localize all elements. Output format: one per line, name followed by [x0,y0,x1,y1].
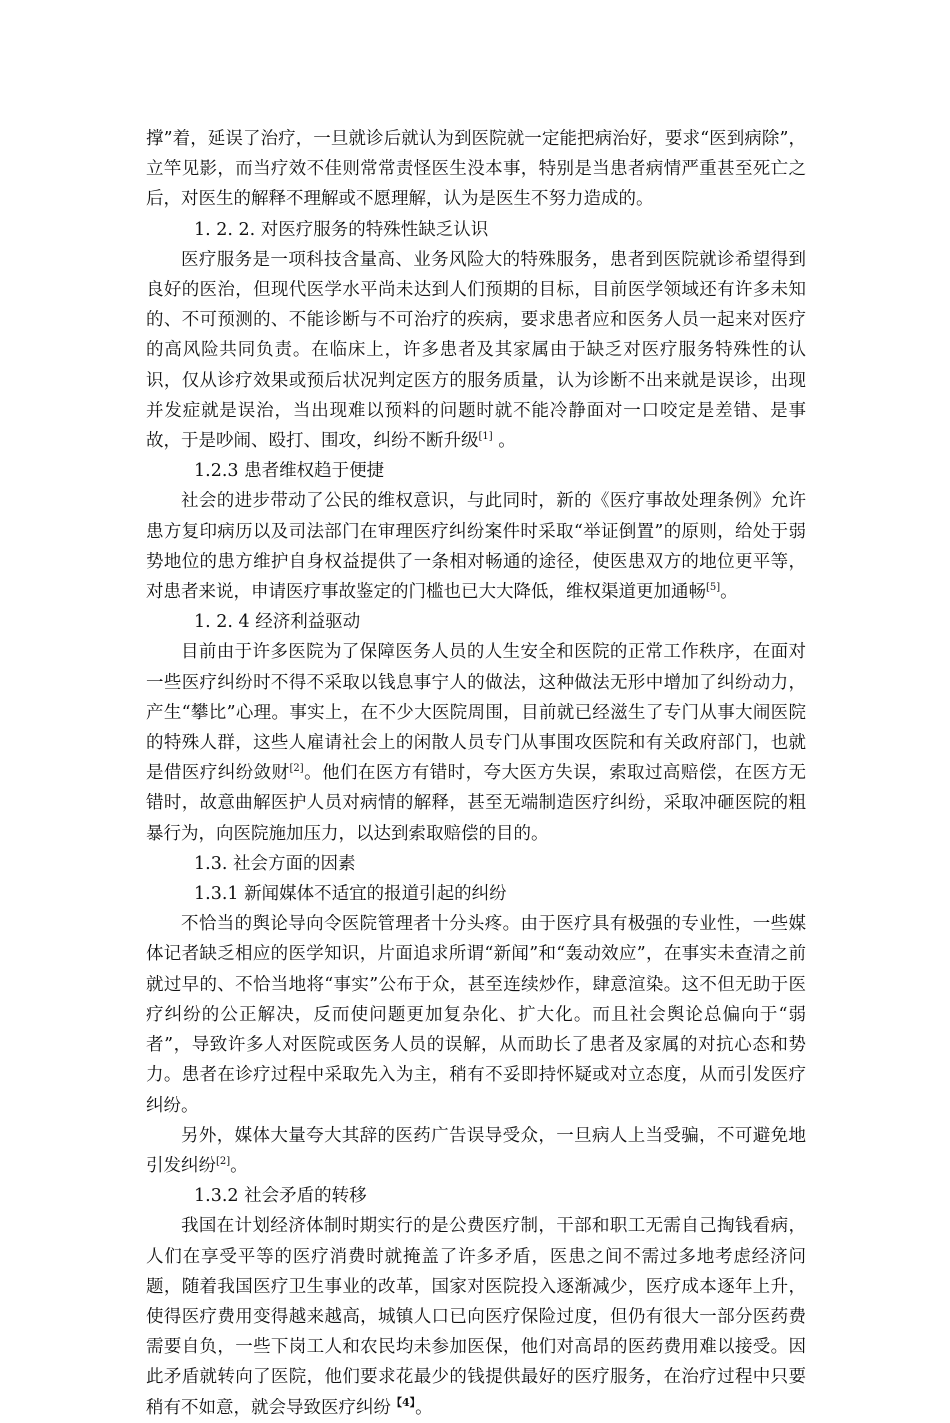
paragraph-tail: 。 [230,1155,248,1176]
citation-ref: [5] [706,582,721,594]
paragraph-tail: 。 [492,431,516,452]
paragraph-text: 社会的进步带动了公民的维权意识，与此同时，新的《医疗事故处理条例》允许患方复印病历以及司法部门在审理医疗纠纷案件时采取“举证倒置”的原则，给处于弱势地位的患方维护自身权益提供了一条相对畅通的途径，使医患双方的地位更平等，对患者来说，申请医疗事故鉴定的门槛也已大大降低，维权渠道更加通畅 [146,491,806,603]
paragraph-tail: 。 [415,1397,433,1418]
paragraph-advertising [146,1121,806,1181]
paragraph-social-conflict [146,1211,806,1422]
paragraph-economic [146,637,806,848]
section-heading-1-3-2: 1.3.2 社会矛盾的转移 [194,1186,367,1207]
paragraph-rights [146,486,806,607]
paragraph-continuation [146,124,806,215]
section-heading-1-3-1: 1.3.1 新闻媒体不适宜的报道引起的纠纷 [194,884,507,905]
section-heading-1-3: 1.3. 社会方面的因素 [194,853,356,874]
paragraph-medical-service [146,245,806,456]
paragraph-text: 撑”着，延误了治疗，一旦就诊后就认为到医院就一定能把病治好，要求“医到病除”，立竿见影，而当疗效不佳则常常责怪医生没本事，特别是当患者病情严重甚至死亡之后，对医生的解释不理解或不愿理解，认为是医生不努力造成的。 [146,129,806,210]
section-heading-1-2-3: 1.2.3 患者维权趋于便捷 [194,461,385,482]
paragraph-text: 目前由于许多医院为了保障医务人员的人生安全和医院的正常工作秩序，在面对一些医疗纠纷时不得不采取以钱息事宁人的做法，这种做法无形中增加了纠纷动力，产生“攀比”心理。事实上，在不少大医院周围，目前就已经滋生了专门从事大闹医院的特殊人群，这些人雇请社会上的闲散人员专门从事围攻医院和有关政府部门，也就是借医疗纠纷敛财 [146,642,806,784]
paragraph-text: 我国在计划经济体制时期实行的是公费医疗制，干部和职工无需自己掏钱看病，人们在享受平等的医疗消费时就掩盖了许多矛盾，医患之间不需过多地考虑经济问题，随着我国医疗卫生事业的改革，国家对医院投入逐渐减少，医疗成本逐年上升，使得医疗费用变得越来越高，城镇人口已向医疗保险过度，但仍有很大一部分医药费需要自负，一些下岗工人和农民均未参加医保，他们对高昂的医药费用难以接受。因此矛盾就转向了医院，他们要求花最少的钱提供最好的医疗服务，在治疗过程中只要稍有不如意，就会导致医疗纠纷 [146,1216,806,1418]
section-heading-1-2-2: 1. 2. 2. 对医疗服务的特殊性缺乏认识 [194,219,489,240]
citation-ref: 【4】 [391,1395,416,1409]
paragraph-tail: 。 [720,582,738,603]
paragraph-text: 不恰当的舆论导向令医院管理者十分头疼。由于医疗具有极强的专业性，一些媒体记者缺乏相应的医学知识，片面追求所谓“新闻”和“轰动效应”，在事实未查清之前就过早的、不恰当地将“事实”公布于众，甚至连续炒作，肆意渲染。这不但无助于医疗纠纷的公正解决，反而使问题更加复杂化、扩大化。而且社会舆论总偏向于“弱者”，导致许多人对医院或医务人员的误解，从而助长了患者及家属的对抗心态和势力。患者在诊疗过程中采取先入为主，稍有不妥即持怀疑或对立态度，从而引发医疗纠纷。 [146,914,806,1116]
paragraph-text: 另外，媒体大量夸大其辞的医药广告误导受众，一旦病人上当受骗，不可避免地引发纠纷 [146,1125,806,1176]
citation-ref: [1] [478,431,493,443]
paragraph-text: 医疗服务是一项科技含量高、业务风险大的特殊服务，患者到医院就诊希望得到良好的医治，但现代医学水平尚未达到人们预期的目标，目前医学领域还有许多未知的、不可预测的、不能诊断与不可治疗的疾病，要求患者应和医务人员一起来对医疗的高风险共同负责。在临床上，许多患者及其家属由于缺乏对医疗服务特殊性的认识，仅从诊疗效果或预后状况判定医方的服务质量，认为诊断不出来就是误诊，出现并发症就是误治，当出现难以预料的问题时就不能冷静面对一口咬定是差错、是事故，于是吵闹、殴打、围攻，纠纷不断升级 [146,249,806,452]
section-heading-1-2-4: 1. 2. 4 经济利益驱动 [194,612,361,633]
paragraph-tail: 。他们在医方有错时，夸大医方失误，索取过高赔偿，在医方无错时，故意曲解医护人员对病情的解释，甚至无端制造医疗纠纷，采取冲砸医院的粗暴行为，向医院施加压力，以达到索取赔偿的目的。 [146,763,807,844]
citation-ref: [2] [216,1156,231,1168]
citation-ref: [2] [289,763,304,775]
document-body [146,124,806,1423]
paragraph-media [146,909,806,1120]
